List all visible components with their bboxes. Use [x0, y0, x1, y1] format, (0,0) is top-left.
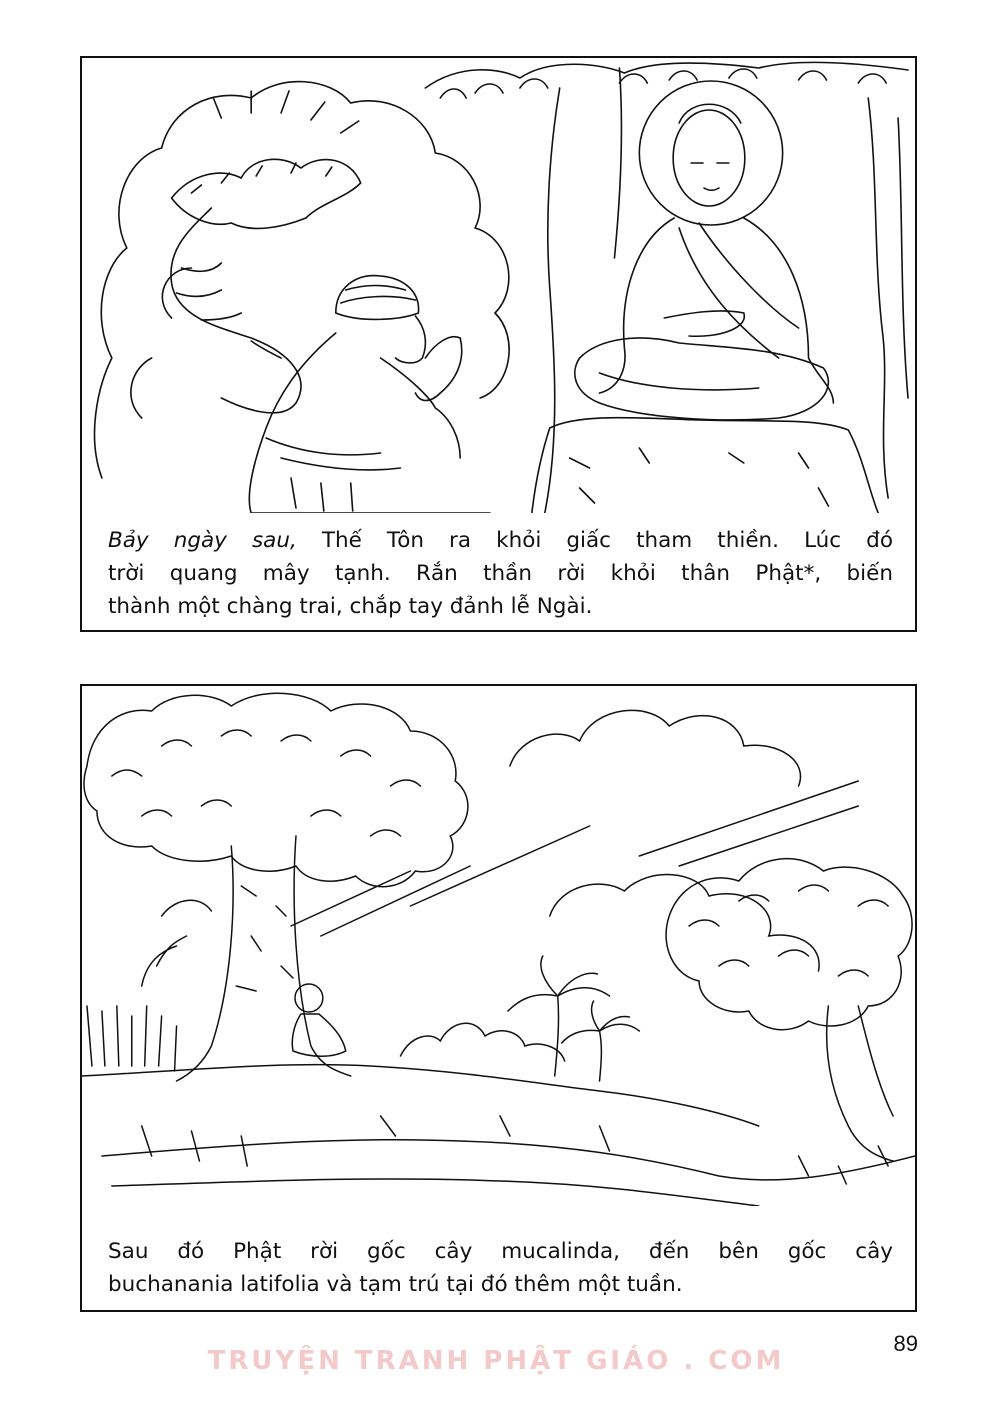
illustration-buddha-under-tree-landscape [82, 686, 915, 1206]
naga-serpent [171, 208, 301, 413]
small-buddha-figure [292, 1014, 345, 1056]
dirt-path [102, 1140, 915, 1206]
page-number: 89 [893, 1331, 918, 1356]
bodhi-tree-trunk [545, 68, 622, 513]
naga-hoods [172, 159, 361, 228]
buddha-head [673, 110, 745, 206]
big-tree-canopy [84, 693, 468, 886]
panel-2-caption [108, 1235, 893, 1301]
grass-left [87, 936, 187, 1071]
caption-lead-italic: Bảy ngày sau, [108, 528, 297, 553]
small-buddha-halo [295, 984, 323, 1012]
panel-1-caption [108, 524, 893, 623]
caption-line [108, 524, 893, 557]
comic-panel-2 [80, 684, 917, 1312]
caption-line: buchanania latifolia và tạm trú tại đó thêm một tuần. [108, 1272, 683, 1297]
palm-tree-1 [508, 956, 610, 1076]
youth-body [249, 333, 490, 513]
palm-tree-2 [562, 1001, 640, 1081]
ground-horizon [82, 1065, 759, 1126]
youth-face [395, 316, 425, 363]
buddha-crossed-legs [575, 338, 829, 420]
buddha-hands [664, 311, 744, 336]
big-tree-trunk [177, 836, 351, 1081]
right-tree-canopy [666, 859, 912, 1030]
right-tree-trunk [827, 1006, 893, 1161]
buddha-halo [639, 81, 782, 225]
illustration-buddha-and-naga-youth [82, 58, 915, 513]
caption-text: Thế Tôn ra khỏi giấc tham thiền. Lúc đó [296, 528, 893, 553]
site-watermark: TRUYỆN TRANH PHẬT GIÁO . COM [207, 1346, 785, 1376]
caption-line: Sau đó Phật rời gốc cây mucalinda, đến bên gốc cây [108, 1239, 893, 1264]
caption-line: thành một chàng trai, chắp tay đảnh lễ Ngài. [108, 594, 593, 619]
distant-shrubs [400, 1023, 564, 1061]
comic-panel-1 [80, 56, 917, 632]
bodhi-tree-canopy [425, 62, 908, 88]
caption-line: trời quang mây tạnh. Rắn thần rời khỏi thân Phật*, biến [108, 561, 893, 586]
